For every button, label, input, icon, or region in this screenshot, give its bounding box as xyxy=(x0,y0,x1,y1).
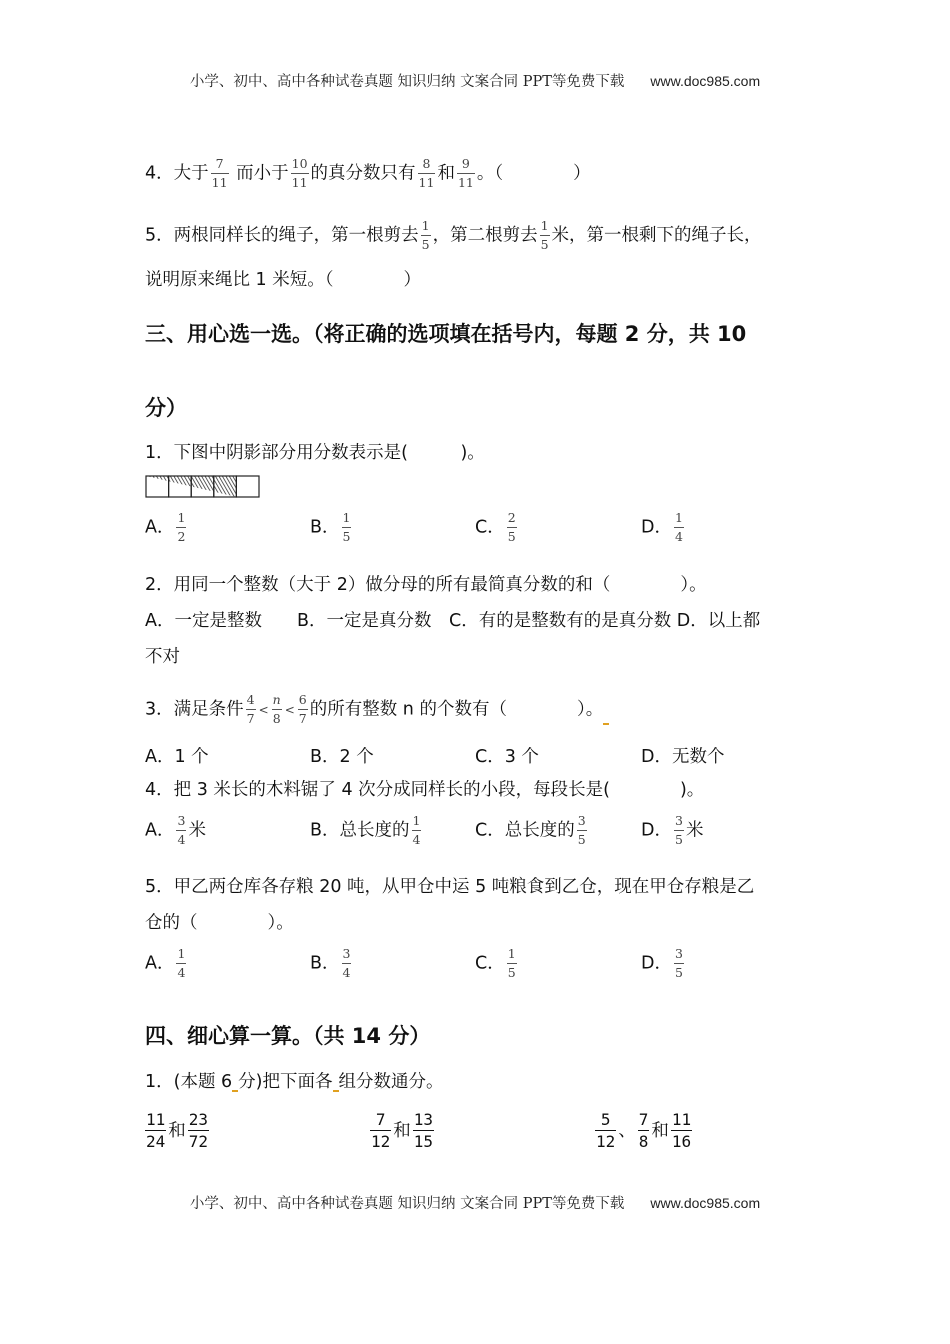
calc-group-1: $\frac{11}{24}$ 和 $\frac{23}{72}$ xyxy=(146,1110,209,1151)
mc-question-2: 2．用同一个整数（大于 2）做分母的所有最简真分数的和（ ）。 xyxy=(145,575,707,595)
mc-q1-option-b[interactable]: B． $\frac{1}{5}$ xyxy=(310,510,351,544)
bar-cell-5 xyxy=(236,476,259,497)
mc-q5-option-b[interactable]: B． $\frac{3}{4}$ xyxy=(310,946,351,980)
fraction: $\frac{n}{8}$ xyxy=(272,692,281,726)
mc-q2-options[interactable]: A．一定是整数 B．一定是真分数 C．有的是整数有的是真分数 D．以上都 xyxy=(145,611,761,631)
mc-question-3: 3．满足条件 $\frac{4}{7}$ < $\frac{n}{8}$ < $\frac{6}{7}$ 的所有整数 n 的个数有（ ）。 xyxy=(145,694,609,725)
footer-text: 小学、初中、高中各种试卷真题 知识归纳 文案合同 PPT等免费下载 xyxy=(189,1196,625,1212)
fraction: $\frac{1}{5}$ xyxy=(540,218,549,252)
tf-q4-text-3: 的真分数只有 xyxy=(310,163,416,184)
header-url[interactable]: www.doc985.com xyxy=(650,73,761,89)
mc-q1-option-d[interactable]: D． $\frac{1}{4}$ xyxy=(641,510,683,544)
section-3-title: 三、用心选一选。（将正确的选项填在括号内，每题 2 分，共 10 xyxy=(145,322,747,346)
calc-question-1: 1．(本题 6 分)把下面各 组分数通分。 xyxy=(145,1072,444,1092)
section-4-title: 四、细心算一算。（共 14 分） xyxy=(145,1024,431,1048)
fraction: $\frac{10}{11}$ xyxy=(291,156,308,190)
mc-q3-option-d[interactable]: D．无数个 xyxy=(641,747,725,767)
mc-question-5: 5．甲乙两仓库各存粮 20 吨，从甲仓中运 5 吨粮食到乙仓，现在甲仓存粮是乙 xyxy=(145,877,755,897)
calc-group-2: $\frac{7}{12}$ 和 $\frac{13}{15}$ xyxy=(371,1110,434,1151)
mc-q3-option-a[interactable]: A．1 个 xyxy=(145,747,209,767)
edit-mark xyxy=(603,722,609,725)
mc-q3-option-b[interactable]: B．2 个 xyxy=(310,747,374,767)
fraction: $\frac{9}{11}$ xyxy=(457,156,474,190)
fraction: $\frac{4}{7}$ xyxy=(246,692,255,726)
tf-q5-text-3: 米，第一根剩下的绳子长， xyxy=(551,225,762,246)
tf-question-5 xyxy=(145,220,762,251)
tf-question-4 xyxy=(145,158,591,189)
mc-q5-option-c[interactable]: C． $\frac{1}{5}$ xyxy=(475,946,516,980)
calc-group-3: $\frac{5}{12}$ 、 $\frac{7}{8}$ 和 $\frac{11}{16}$ xyxy=(596,1110,692,1151)
footer-url[interactable]: www.doc985.com xyxy=(650,1195,761,1211)
mc-q5-option-a[interactable]: A． $\frac{1}{4}$ xyxy=(145,946,186,980)
mc-q3-option-c[interactable]: C．3 个 xyxy=(475,747,539,767)
page-header xyxy=(0,70,950,91)
tf-q4-text-1: 4．大于 xyxy=(145,163,209,184)
mc-q4-option-c[interactable]: C．总长度的 $\frac{3}{5}$ xyxy=(475,813,586,847)
shaded-bar-figure xyxy=(145,475,263,499)
mc-q4-option-b[interactable]: B．总长度的 $\frac{1}{4}$ xyxy=(310,813,421,847)
mc-q5-option-d[interactable]: D． $\frac{3}{5}$ xyxy=(641,946,683,980)
tf-q4-text-2: 而小于 xyxy=(230,163,289,184)
section-3-title-cont: 分） xyxy=(145,396,187,420)
tf-q5-text-2: ，第二根剪去 xyxy=(432,225,538,246)
mc-question-1: 1．下图中阴影部分用分数表示是( )。 xyxy=(145,443,485,463)
mc-question-5-line2: 仓的（ ）。 xyxy=(145,913,294,933)
mc-q1-option-a[interactable]: A． $\frac{1}{2}$ xyxy=(145,510,186,544)
fraction: $\frac{7}{11}$ xyxy=(211,156,228,190)
tf-q4-answer-blank[interactable]: 。（ ） xyxy=(476,163,591,184)
tf-question-5-line2: 说明原来绳比 1 米短。（ ） xyxy=(145,270,422,290)
fraction: $\frac{8}{11}$ xyxy=(418,156,435,190)
header-text: 小学、初中、高中各种试卷真题 知识归纳 文案合同 PPT等免费下载 xyxy=(189,74,625,90)
page-footer xyxy=(0,1192,950,1213)
tf-q4-text-4: 和 xyxy=(437,163,455,184)
tf-q5-text-1: 5．两根同样长的绳子，第一根剪去 xyxy=(145,225,419,246)
mc-q2-options-cont: 不对 xyxy=(145,647,180,667)
mc-q1-option-c[interactable]: C． $\frac{2}{5}$ xyxy=(475,510,516,544)
mc-q4-option-d[interactable]: D． $\frac{3}{5}$ 米 xyxy=(641,813,704,847)
mc-question-4: 4．把 3 米长的木料锯了 4 次分成同样长的小段，每段长是( )。 xyxy=(145,780,705,800)
fraction: $\frac{1}{5}$ xyxy=(421,218,430,252)
fraction: $\frac{6}{7}$ xyxy=(298,692,307,726)
mc-q4-option-a[interactable]: A． $\frac{3}{4}$ 米 xyxy=(145,813,206,847)
